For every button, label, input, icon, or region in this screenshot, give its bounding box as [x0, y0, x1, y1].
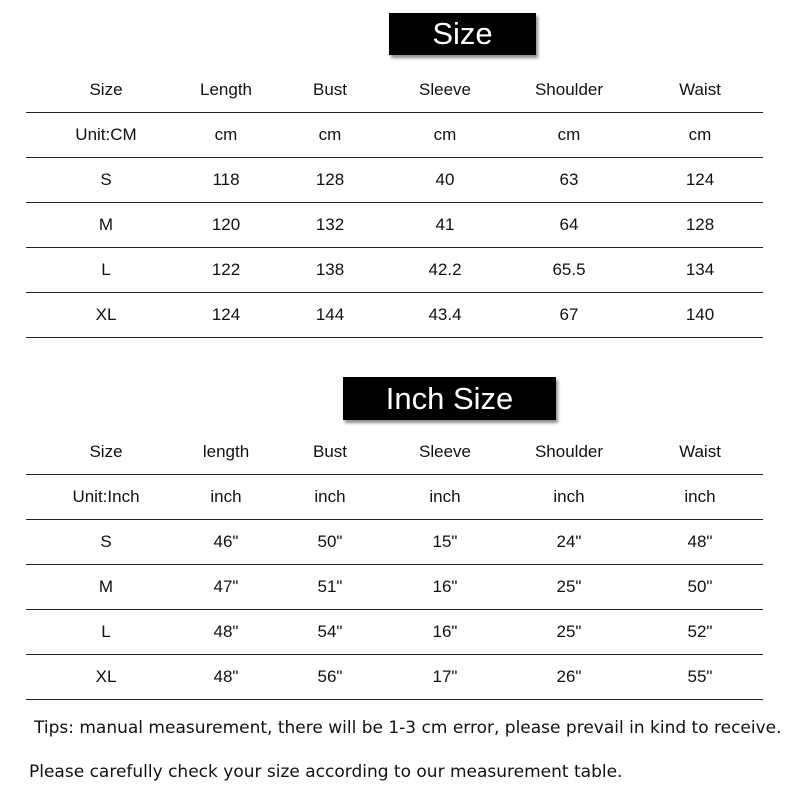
- cell-length: 46": [213, 532, 239, 551]
- cell-waist: 52": [687, 622, 713, 641]
- cell-length: inch: [210, 487, 242, 506]
- header-bust: Bust: [312, 442, 348, 461]
- cell-bust: 51": [317, 577, 343, 596]
- cell-size: L: [101, 260, 111, 279]
- cell-sleeve: 16": [432, 622, 458, 641]
- cell-waist: 48": [687, 532, 713, 551]
- unit-row: [26, 475, 763, 520]
- table-header-row: [26, 68, 763, 113]
- cell-sleeve: 41: [435, 215, 455, 234]
- table-row: [26, 520, 763, 565]
- header-waist: Waist: [679, 442, 721, 461]
- cell-bust: 138: [315, 260, 345, 279]
- cell-waist: 55": [687, 667, 713, 686]
- header-bust: Bust: [312, 80, 348, 99]
- cell-length: 48": [213, 622, 239, 641]
- cell-waist: 50": [687, 577, 713, 596]
- cell-size: S: [100, 170, 112, 189]
- cell-length: 120: [211, 215, 241, 234]
- cell-shoulder: 25": [556, 622, 582, 641]
- cell-sleeve: 15": [432, 532, 458, 551]
- cell-size: L: [101, 622, 111, 641]
- cell-size: S: [100, 532, 112, 551]
- table-row: [26, 610, 763, 655]
- cell-sleeve: inch: [429, 487, 461, 506]
- table-row: [26, 203, 763, 248]
- cell-waist: 134: [685, 260, 715, 279]
- cell-length: cm: [214, 125, 238, 144]
- header-size: Size: [89, 80, 123, 99]
- cell-size: M: [98, 215, 114, 234]
- cell-bust: cm: [318, 125, 342, 144]
- cell-waist: cm: [688, 125, 712, 144]
- cell-waist: 124: [685, 170, 715, 189]
- cell-shoulder: 64: [559, 215, 579, 234]
- cell-size: XL: [95, 305, 117, 324]
- header-shoulder: Shoulder: [534, 442, 604, 461]
- check-size-note: Please carefully check your size according to our measurement table.: [29, 762, 623, 782]
- table-row: [26, 655, 763, 700]
- header-shoulder: Shoulder: [534, 80, 604, 99]
- cell-shoulder: 65.5: [552, 260, 586, 279]
- cell-length: 47": [213, 577, 239, 596]
- header-waist: Waist: [679, 80, 721, 99]
- cell-size: Unit:Inch: [72, 487, 140, 506]
- cell-shoulder: 24": [556, 532, 582, 551]
- cell-waist: 140: [685, 305, 715, 324]
- header-length: length: [202, 442, 250, 461]
- cell-waist: 128: [685, 215, 715, 234]
- cell-sleeve: cm: [433, 125, 457, 144]
- cell-bust: 56": [317, 667, 343, 686]
- cell-sleeve: 17": [432, 667, 458, 686]
- table-row: [26, 293, 763, 338]
- table-header-row: [26, 430, 763, 475]
- cell-shoulder: 67: [559, 305, 579, 324]
- cell-shoulder: inch: [553, 487, 585, 506]
- header-length: Length: [200, 80, 252, 99]
- measurement-tip: Tips: manual measurement, there will be 1-3 cm error, please prevail in kind to receive.: [34, 718, 782, 738]
- inch-size-table: [26, 430, 763, 700]
- cell-length: 48": [213, 667, 239, 686]
- table-row: [26, 565, 763, 610]
- cell-sleeve: 40: [435, 170, 455, 189]
- cell-sleeve: 16": [432, 577, 458, 596]
- table-row: [26, 248, 763, 293]
- cell-sleeve: 42.2: [428, 260, 462, 279]
- header-sleeve: Sleeve: [419, 80, 471, 99]
- cm-size-table: [26, 68, 763, 338]
- cell-length: 122: [211, 260, 241, 279]
- cell-sleeve: 43.4: [428, 305, 462, 324]
- cell-bust: 144: [315, 305, 345, 324]
- header-sleeve: Sleeve: [419, 442, 471, 461]
- cell-bust: 50": [317, 532, 343, 551]
- cell-shoulder: 25": [556, 577, 582, 596]
- cell-length: 118: [212, 170, 240, 189]
- cell-bust: 132: [315, 215, 345, 234]
- cell-size: Unit:CM: [75, 125, 137, 144]
- cell-size: XL: [95, 667, 117, 686]
- cell-shoulder: 26": [556, 667, 582, 686]
- cell-bust: inch: [314, 487, 346, 506]
- header-size: Size: [89, 442, 123, 461]
- cell-shoulder: cm: [557, 125, 581, 144]
- table-row: [26, 158, 763, 203]
- cell-size: M: [98, 577, 114, 596]
- inch-size-title-badge: Inch Size: [343, 377, 556, 420]
- cell-length: 124: [211, 305, 241, 324]
- cell-waist: inch: [684, 487, 716, 506]
- size-title-badge: Size: [389, 13, 536, 55]
- cell-shoulder: 63: [559, 170, 579, 189]
- cell-bust: 128: [315, 170, 345, 189]
- cell-bust: 54": [317, 622, 343, 641]
- unit-row: [26, 113, 763, 158]
